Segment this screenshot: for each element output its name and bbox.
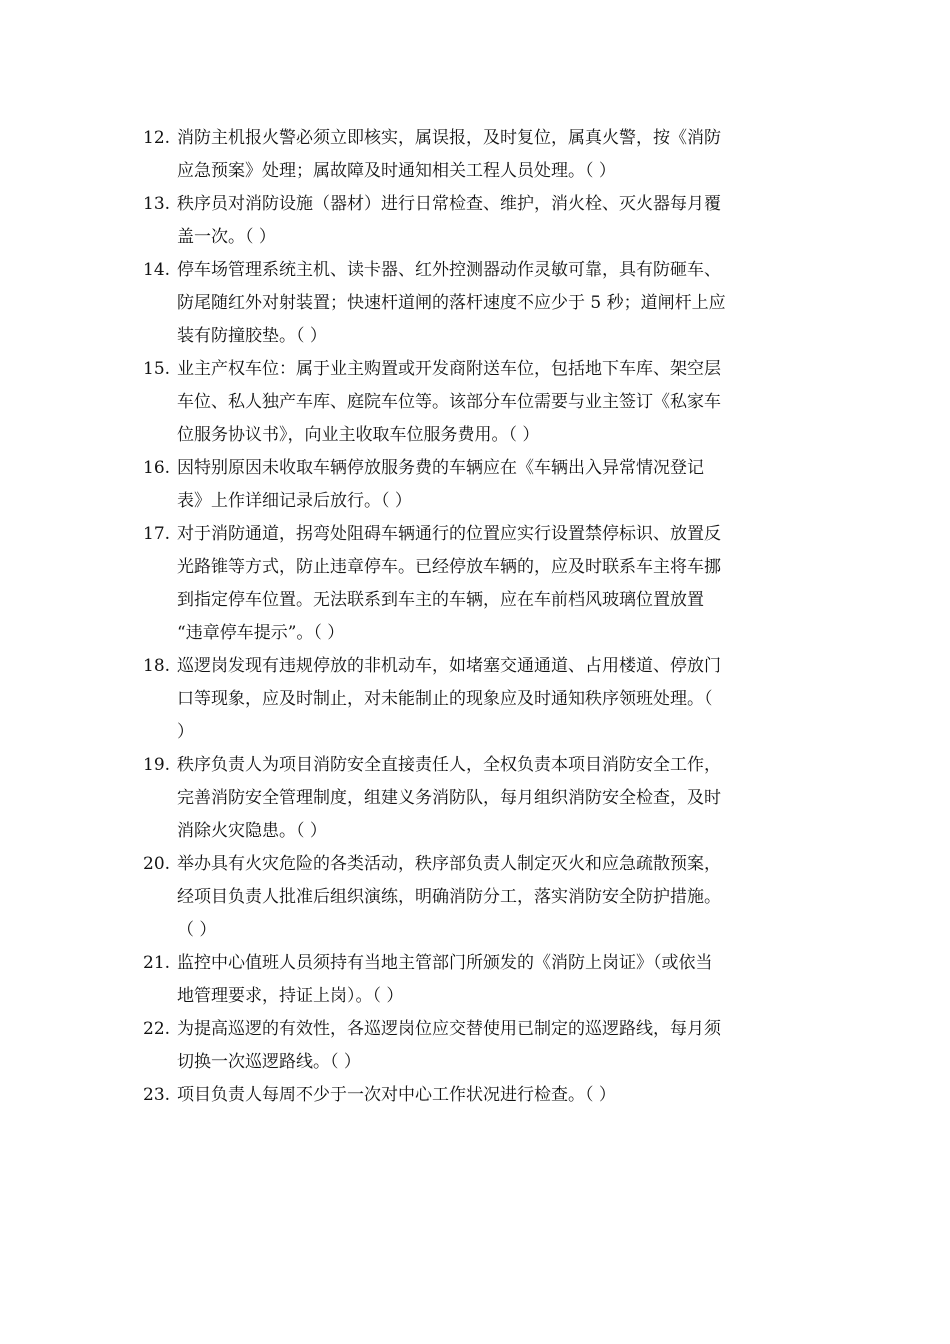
question-number: 21. (143, 953, 171, 973)
question-item (143, 254, 813, 353)
question-number: 14. (143, 260, 171, 280)
question-text (177, 848, 813, 947)
question-text (177, 1013, 813, 1079)
question-text-line: 因特别原因未收取车辆停放服务费的车辆应在《车辆出入异常情况登记 (177, 458, 704, 478)
question-item (143, 947, 813, 1013)
question-item (143, 188, 813, 254)
question-text-line: 对于消防通道，拐弯处阻碍车辆通行的位置应实行设置禁停标识、放置反 (177, 524, 721, 544)
question-number: 20. (143, 854, 171, 874)
question-number: 22. (143, 1019, 171, 1039)
question-number: 12. (143, 128, 171, 148)
question-text-line: 应急预案》处理；属故障及时通知相关工程人员处理。（ ） (177, 161, 616, 181)
question-item (143, 1079, 813, 1112)
question-text-line: 表》上作详细记录后放行。（ ） (177, 491, 412, 511)
question-text-line: 口等现象，应及时制止，对未能制止的现象应及时通知秩序领班处理。（ (177, 689, 713, 709)
question-text (177, 650, 813, 749)
question-text-line: 秩序员对消防设施（器材）进行日常检查、维护，消火栓、灭火器每月覆 (177, 194, 721, 214)
question-text-line: 消防主机报火警必须立即核实，属误报，及时复位，属真火警，按《消防 (177, 128, 721, 148)
question-text (177, 749, 813, 848)
question-text-line: 业主产权车位：属于业主购置或开发商附送车位，包括地下车库、架空层 (177, 359, 721, 379)
question-text (177, 1079, 813, 1112)
question-text-line: 巡逻岗发现有违规停放的非机动车，如堵塞交通通道、占用楼道、停放门 (177, 656, 721, 676)
question-text-line: “违章停车提示”。（ ） (177, 623, 345, 643)
question-number: 16. (143, 458, 171, 478)
question-text-line: 为提高巡逻的有效性，各巡逻岗位应交替使用已制定的巡逻路线，每月须 (177, 1019, 721, 1039)
question-text-line: 切换一次巡逻路线。（ ） (177, 1052, 361, 1072)
question-item (143, 848, 813, 947)
question-text-line: 消除火灾隐患。（ ） (177, 821, 327, 841)
question-text-line: 盖一次。（ ） (177, 227, 276, 247)
question-text-line: 防尾随红外对射装置；快速杆道闸的落杆速度不应少于 5 秒；道闸杆上应 (177, 293, 726, 313)
question-text (177, 452, 813, 518)
question-text-line: 秩序负责人为项目消防安全直接责任人，全权负责本项目消防安全工作， (177, 755, 721, 775)
question-item (143, 353, 813, 452)
question-item (143, 518, 813, 650)
question-text (177, 188, 813, 254)
question-text-line: 地管理要求，持证上岗）。（ ） (177, 986, 404, 1006)
question-text-line: 光路锥等方式，防止违章停车。已经停放车辆的，应及时联系车主将车挪 (177, 557, 721, 577)
question-text-line: 项目负责人每周不少于一次对中心工作状况进行检查。（ ） (177, 1085, 616, 1105)
question-item (143, 122, 813, 188)
question-number: 23. (143, 1085, 171, 1105)
question-text-line: 车位、私人独产车库、庭院车位等。该部分车位需要与业主签订《私家车 (177, 392, 721, 412)
question-item (143, 1013, 813, 1079)
question-text (177, 122, 813, 188)
question-text-line: 装有防撞胶垫。（ ） (177, 326, 327, 346)
question-item (143, 749, 813, 848)
question-text-line: ） (177, 722, 194, 742)
question-number: 15. (143, 359, 171, 379)
question-text (177, 518, 813, 650)
question-text-line: 停车场管理系统主机、读卡器、红外控测器动作灵敏可靠，具有防砸车、 (177, 260, 721, 280)
question-text (177, 947, 813, 1013)
question-number: 18. (143, 656, 171, 676)
question-text-line: 经项目负责人批准后组织演练，明确消防分工，落实消防安全防护措施。 (177, 887, 721, 907)
question-item (143, 452, 813, 518)
question-number: 13. (143, 194, 171, 214)
question-text-line: 监控中心值班人员须持有当地主管部门所颁发的《消防上岗证》（或依当 (177, 953, 713, 973)
question-text-line: （ ） (177, 920, 217, 940)
question-text-line: 位服务协议书》，向业主收取车位服务费用。（ ） (177, 425, 540, 445)
question-list (143, 122, 813, 1112)
question-text-line: 举办具有火灾危险的各类活动，秩序部负责人制定灭火和应急疏散预案， (177, 854, 721, 874)
question-text-line: 到指定停车位置。无法联系到车主的车辆，应在车前档风玻璃位置放置 (177, 590, 704, 610)
question-text-line: 完善消防安全管理制度，组建义务消防队，每月组织消防安全检查，及时 (177, 788, 721, 808)
question-number: 19. (143, 755, 171, 775)
question-number: 17. (143, 524, 171, 544)
question-text (177, 353, 813, 452)
question-item (143, 650, 813, 749)
question-text (177, 254, 813, 353)
